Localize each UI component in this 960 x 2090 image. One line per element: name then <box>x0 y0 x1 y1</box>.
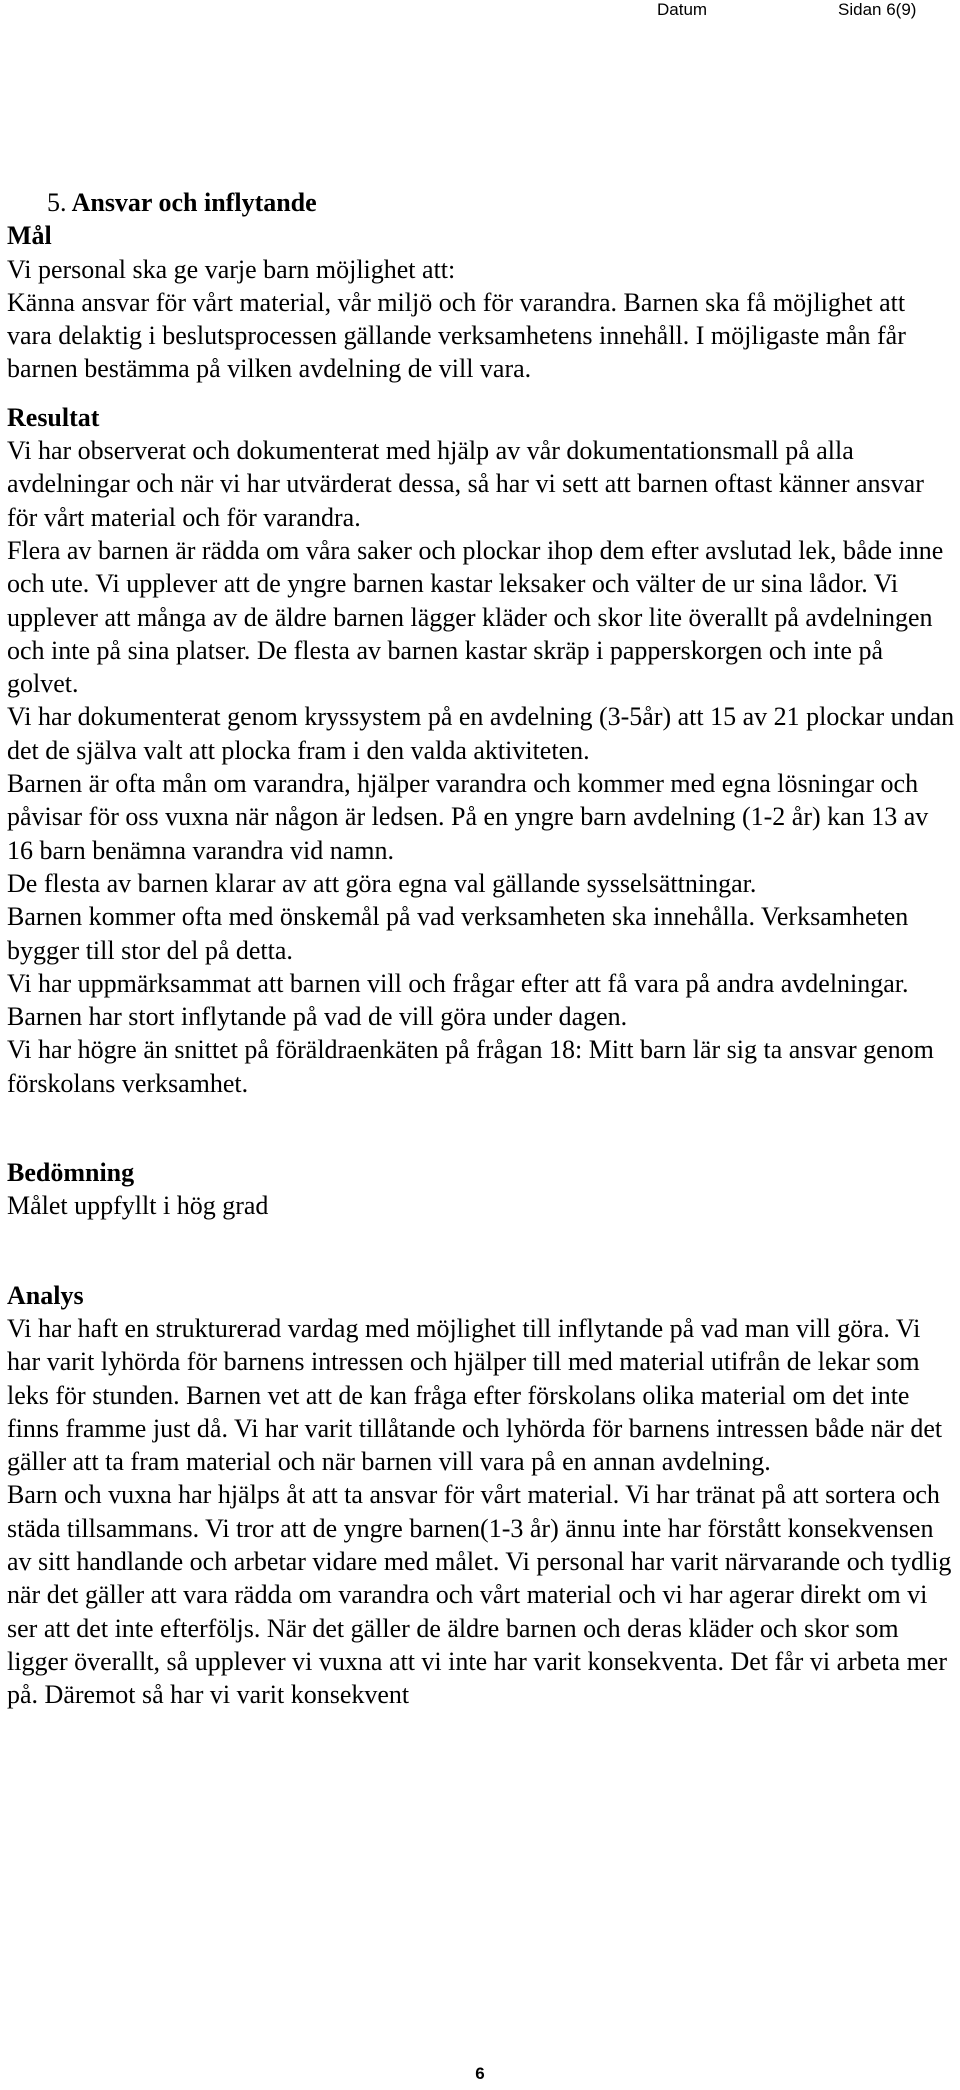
resultat-paragraph: Vi har observerat och dokumenterat med hjälp av vår dokumentationsmall på alla avdelningar och när vi har utvärderat dessa, så har vi sett att barnen oftast känner ansvar för vårt material och för varandra. <box>7 436 924 532</box>
spacer <box>7 1223 955 1279</box>
mal-heading: Mål <box>7 221 52 251</box>
resultat-paragraph: Flera av barnen är rädda om våra saker och plockar ihop dem efter avslutad lek, både inne och ute. Vi upplever att de yngre barnen kastar leksaker och välter de ur sina lådor. Vi upplever att många av de äldre barnen lägger kläder och skor lite överallt på avdelningen och inte på sina platser. De flesta av barnen kastar skräp i papperskorgen och inte på golvet. <box>7 535 944 699</box>
page-header <box>0 0 960 24</box>
resultat-paragraph: Barnen kommer ofta med önskemål på vad verksamheten ska innehålla. Verksamheten bygger till stor del på detta. <box>7 902 909 965</box>
resultat-paragraph: De flesta av barnen klarar av att göra egna val gällande sysselsättningar. <box>7 868 757 898</box>
spacer <box>7 386 955 401</box>
resultat-paragraph: Barnen är ofta mån om varandra, hjälper varandra och kommer med egna lösningar och påvisar för oss vuxna när någon är ledsen. På en yngre barn avdelning (1-2 år) kan 13 av 16 barn benämna varandra vid namn. <box>7 769 929 865</box>
header-datum: Datum <box>657 0 708 19</box>
mal-intro: Vi personal ska ge varje barn möjlighet att: <box>7 254 456 284</box>
resultat-heading: Resultat <box>7 402 100 432</box>
analys-paragraph: Barn och vuxna har hjälps åt att ta ansvar för vårt material. Vi har tränat på att sortera och städa tillsammans. Vi tror att de yngre barnen(1-3 år) ännu inte har förstått konsekvensen av sitt handlande och arbetar vidare med målet. Vi personal har varit närvarande och tydlig när det gäller att vara rädda om varandra och vårt material och vi har agerar direkt om vi ser att det inte efterföljs. När det gäller de äldre barnen och deras kläder och skor som ligger överallt, så upplever vi vuxna att vi inte har varit konsekventa. Det får vi arbeta mer på. Däremot så har vi varit konsekvent <box>7 1480 952 1710</box>
section-heading <box>7 186 955 219</box>
section-title: Ansvar och inflytande <box>71 188 317 217</box>
mal-text: Känna ansvar för vårt material, vår miljö och för varandra. Barnen ska få möjlighet att vara delaktig i beslutsprocessen gällande verksamhetens innehåll. I möjligaste mån får barnen bestämma på vilken avdelning de vill vara. <box>7 287 906 384</box>
analys-paragraph: Vi har haft en strukturerad vardag med möjlighet till inflytande på vad man vill göra. Vi har varit lyhörda för barnens intressen och hjälper till med material utifrån de lekar som leks för stunden. Barnen vet att de kan fråga efter förskolans olika material om det inte finns framme just då. Vi har varit tillåtande och lyhörda för barnens intressen både när det gäller att ta fram material och när barnen vill vara på en annan avdelning. <box>7 1313 943 1477</box>
section-number: 5. <box>47 188 67 217</box>
resultat-paragraph: Vi har dokumenterat genom kryssystem på en avdelning (3-5år) att 15 av 21 plockar undan det de själva valt att plocka fram i den valda aktiviteten. <box>7 702 955 765</box>
page-number: 6 <box>475 2064 485 2083</box>
analys-heading: Analys <box>7 1280 84 1310</box>
spacer <box>7 1100 955 1156</box>
bedomning-heading: Bedömning <box>7 1158 135 1188</box>
header-page-count: Sidan 6(9) <box>838 0 917 19</box>
bedomning-text: Målet uppfyllt i hög grad <box>7 1191 269 1221</box>
resultat-paragraph: Vi har högre än snittet på föräldraenkäten på frågan 18: Mitt barn lär sig ta ansvar genom förskolans verksamhet. <box>7 1035 934 1098</box>
document-body <box>7 186 955 1711</box>
resultat-paragraph: Vi har uppmärksammat att barnen vill och frågar efter att få vara på andra avdelningar. Barnen har stort inflytande på vad de vill göra under dagen. <box>7 968 909 1032</box>
